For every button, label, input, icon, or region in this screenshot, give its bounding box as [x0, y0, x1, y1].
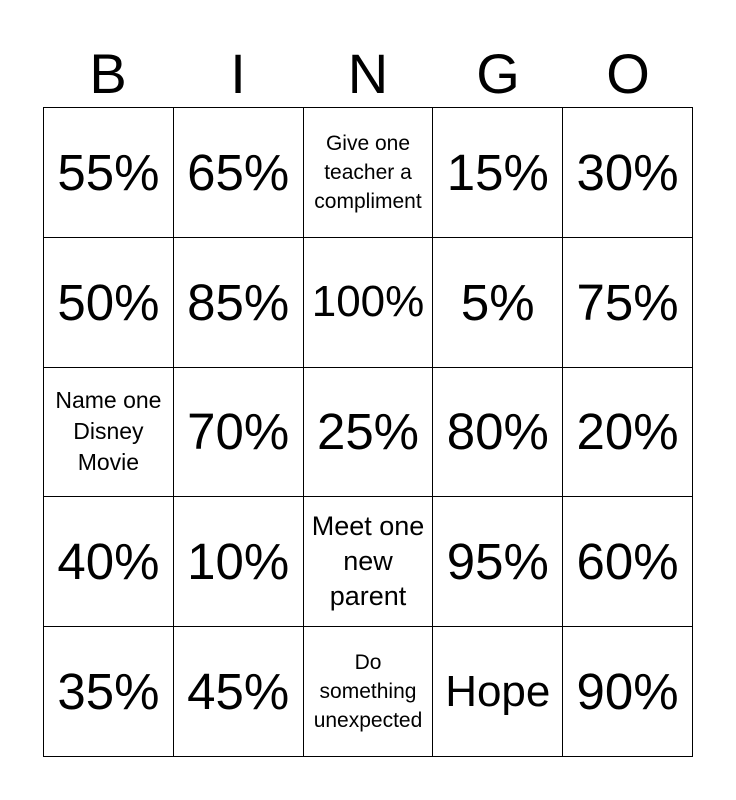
bingo-cell: 10% — [174, 497, 304, 627]
bingo-cell: 40% — [44, 497, 174, 627]
bingo-cell: 100% — [304, 238, 434, 368]
bingo-cell: 20% — [563, 368, 693, 498]
bingo-cell: Do something unexpected — [304, 627, 434, 757]
bingo-cell: 5% — [433, 238, 563, 368]
bingo-header — [43, 40, 693, 108]
bingo-cell: Meet one new parent — [304, 497, 434, 627]
bingo-cell: 50% — [44, 238, 174, 368]
bingo-cell: 85% — [174, 238, 304, 368]
bingo-cell: Give one teacher a compliment — [304, 108, 434, 238]
header-letter-o: O — [606, 42, 650, 105]
bingo-cell: Name one Disney Movie — [44, 368, 174, 498]
bingo-cell: 70% — [174, 368, 304, 498]
bingo-cell: 15% — [433, 108, 563, 238]
bingo-board — [43, 107, 693, 757]
bingo-cell: 30% — [563, 108, 693, 238]
bingo-cell: 35% — [44, 627, 174, 757]
header-letter-n: N — [347, 42, 389, 105]
header-letter-i: I — [230, 42, 246, 105]
bingo-cell: 90% — [563, 627, 693, 757]
bingo-cell: 95% — [433, 497, 563, 627]
bingo-cell: 75% — [563, 238, 693, 368]
bingo-cell: 25% — [304, 368, 434, 498]
header-letter-g: G — [476, 42, 520, 105]
bingo-cell: 80% — [433, 368, 563, 498]
header-letter-b: B — [89, 42, 127, 105]
bingo-cell: 55% — [44, 108, 174, 238]
bingo-cell: 45% — [174, 627, 304, 757]
bingo-cell: 65% — [174, 108, 304, 238]
bingo-cell: 60% — [563, 497, 693, 627]
bingo-cell: Hope — [433, 627, 563, 757]
